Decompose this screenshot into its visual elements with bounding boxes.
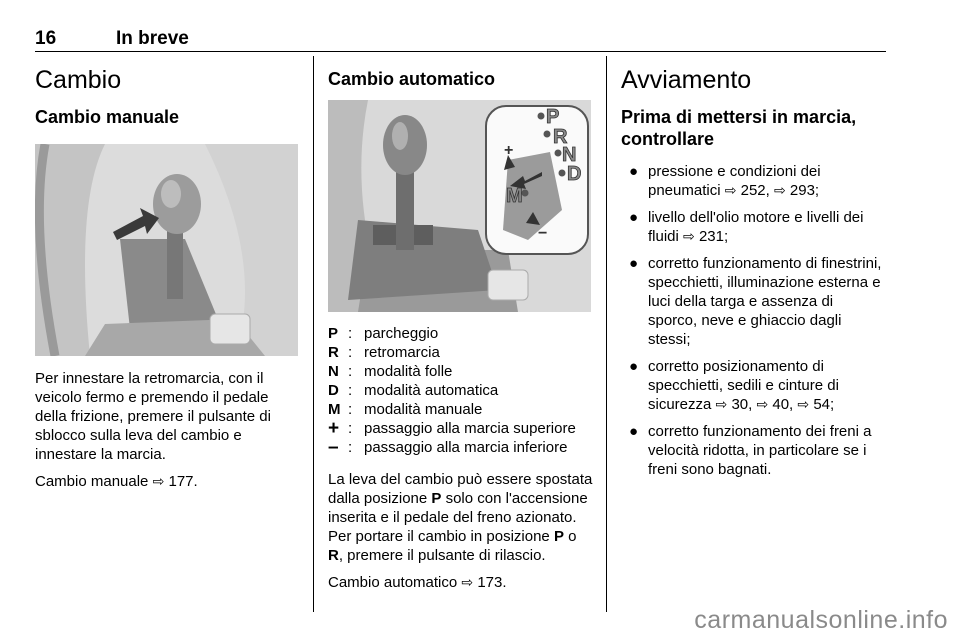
- item-ref: 252,: [740, 182, 770, 199]
- manual-gear-lever-illustration: [35, 144, 298, 356]
- diagram-letter-n: N: [562, 144, 577, 166]
- manual-paragraph: Per innestare la retromarcia, con il veicolo fermo e premendo il pedale della frizione, premere il pulsante di sblocco sulla leva del cambio e innestare la marcia.: [35, 370, 271, 463]
- para-part: La leva del cambio può essere spostata dalla posizione: [328, 471, 593, 507]
- item-ref: 40,: [772, 396, 794, 413]
- automatic-gear-selector-illustration: [328, 100, 591, 312]
- legend-text: modalità folle: [364, 363, 453, 380]
- legend-row: P : parcheggio: [328, 325, 439, 342]
- ref-arrow-icon: ⇨: [774, 182, 786, 198]
- gear-legend: [328, 324, 593, 457]
- watermark: carmanualsonline.info: [694, 606, 948, 634]
- para-bold-p: P: [431, 490, 442, 507]
- subheading-manual: Cambio manuale: [35, 107, 180, 127]
- ref-arrow-icon: ⇨: [756, 396, 769, 412]
- legend-text: parcheggio: [364, 325, 439, 342]
- column-starting: [621, 56, 886, 487]
- item-ref: 231;: [698, 228, 729, 245]
- legend-key: P: [328, 325, 339, 342]
- diagram-letter-p: P: [546, 106, 560, 128]
- bullet-icon: ●: [629, 358, 639, 375]
- para-bold-p: P: [553, 528, 564, 545]
- legend-row: + : passaggio alla marcia superiore: [328, 418, 576, 439]
- item-ref: 293;: [789, 182, 820, 199]
- legend-text: retromarcia: [364, 344, 440, 361]
- automatic-paragraph: [328, 470, 593, 565]
- legend-key: R: [328, 344, 339, 361]
- item-text: corretto funzionamento di finestrini, specchietti, illuminazione esterna e luci della targa e assenza di sporco, neve e ghiaccio dagli stessi;: [648, 255, 882, 348]
- legend-key: +: [328, 418, 340, 439]
- column-divider-1: [313, 56, 314, 612]
- heading-avviamento: Avviamento: [621, 66, 752, 94]
- legend-text: modalità automatica: [364, 382, 499, 399]
- para-part: , premere il pulsante di rilascio.: [338, 547, 546, 564]
- legend-row: D : modalità automatica: [328, 382, 499, 399]
- ref-arrow-icon: ⇨: [715, 396, 728, 412]
- checklist-item: [621, 208, 886, 246]
- automatic-ref-text: Cambio automatico: [328, 574, 458, 591]
- legend-row: – : passaggio alla marcia inferiore: [328, 437, 568, 458]
- automatic-ref: [328, 573, 593, 592]
- column-manual-gearbox: [35, 56, 300, 491]
- section-title: In breve: [116, 28, 189, 49]
- page-number: 16: [35, 28, 57, 49]
- legend-key: N: [328, 363, 339, 380]
- diagram-letter-minus: −: [538, 225, 548, 242]
- item-ref: 30,: [731, 396, 753, 413]
- para-part: solo con l'accensione inserita e il pedale del freno azionato. Per portare il cambio in posizione: [328, 490, 588, 545]
- column-divider-2: [606, 56, 607, 612]
- legend-key: –: [328, 437, 339, 458]
- bullet-icon: ●: [629, 423, 639, 440]
- checklist-item: [621, 254, 886, 349]
- column-automatic-gearbox: [328, 56, 593, 592]
- ref-arrow-icon: ⇨: [724, 182, 737, 198]
- checklist: [621, 162, 886, 479]
- legend-text: passaggio alla marcia inferiore: [364, 439, 568, 456]
- item-ref: 54;: [813, 396, 835, 413]
- manual-ref-page: 177.: [168, 473, 198, 490]
- legend-row: R : retromarcia: [328, 344, 440, 361]
- legend-text: passaggio alla marcia superiore: [364, 420, 576, 437]
- checklist-item: [621, 422, 886, 479]
- automatic-ref-page: 173.: [477, 574, 507, 591]
- item-text: corretto funzionamento dei freni a velocità ridotta, in particolare se i freni sono bagnati.: [648, 423, 872, 478]
- diagram-letter-d: D: [567, 163, 582, 185]
- bullet-icon: ●: [629, 209, 639, 226]
- header-rule: [35, 51, 886, 52]
- legend-text: modalità manuale: [364, 401, 483, 418]
- heading-automatic: Cambio automatico: [328, 69, 496, 89]
- manual-ref: [35, 472, 300, 491]
- subheading-checklist: Prima di mettersi in marcia, controllare: [621, 107, 857, 149]
- manual-ref-text: Cambio manuale: [35, 473, 149, 490]
- manual-gear-lever-photo: [35, 144, 298, 356]
- bullet-icon: ●: [629, 255, 639, 272]
- diagram-letter-r: R: [553, 126, 568, 148]
- para-bold-r: R: [328, 547, 339, 564]
- legend-key: M: [328, 401, 341, 418]
- bullet-icon: ●: [629, 163, 639, 180]
- para-part: o: [563, 528, 577, 545]
- diagram-letter-m: M: [506, 185, 523, 207]
- ref-arrow-icon: ⇨: [461, 574, 474, 590]
- item-text: livello dell'olio motore e livelli dei fluidi: [648, 209, 864, 245]
- legend-row: M : modalità manuale: [328, 401, 483, 418]
- heading-cambio: Cambio: [35, 66, 122, 94]
- legend-key: D: [328, 382, 339, 399]
- diagram-letter-plus: +: [504, 142, 514, 159]
- item-text: corretto posizionamento di specchietti, sedili e cinture di sicurezza: [648, 358, 839, 413]
- item-text: pressione e condizioni dei pneumatici: [648, 163, 821, 199]
- automatic-gear-selector-photo: [328, 100, 591, 312]
- checklist-item: [621, 357, 886, 414]
- ref-arrow-icon: ⇨: [797, 396, 810, 412]
- ref-arrow-icon: ⇨: [683, 228, 695, 244]
- legend-row: N : modalità folle: [328, 363, 453, 380]
- checklist-item: [621, 162, 886, 200]
- ref-arrow-icon: ⇨: [152, 473, 165, 489]
